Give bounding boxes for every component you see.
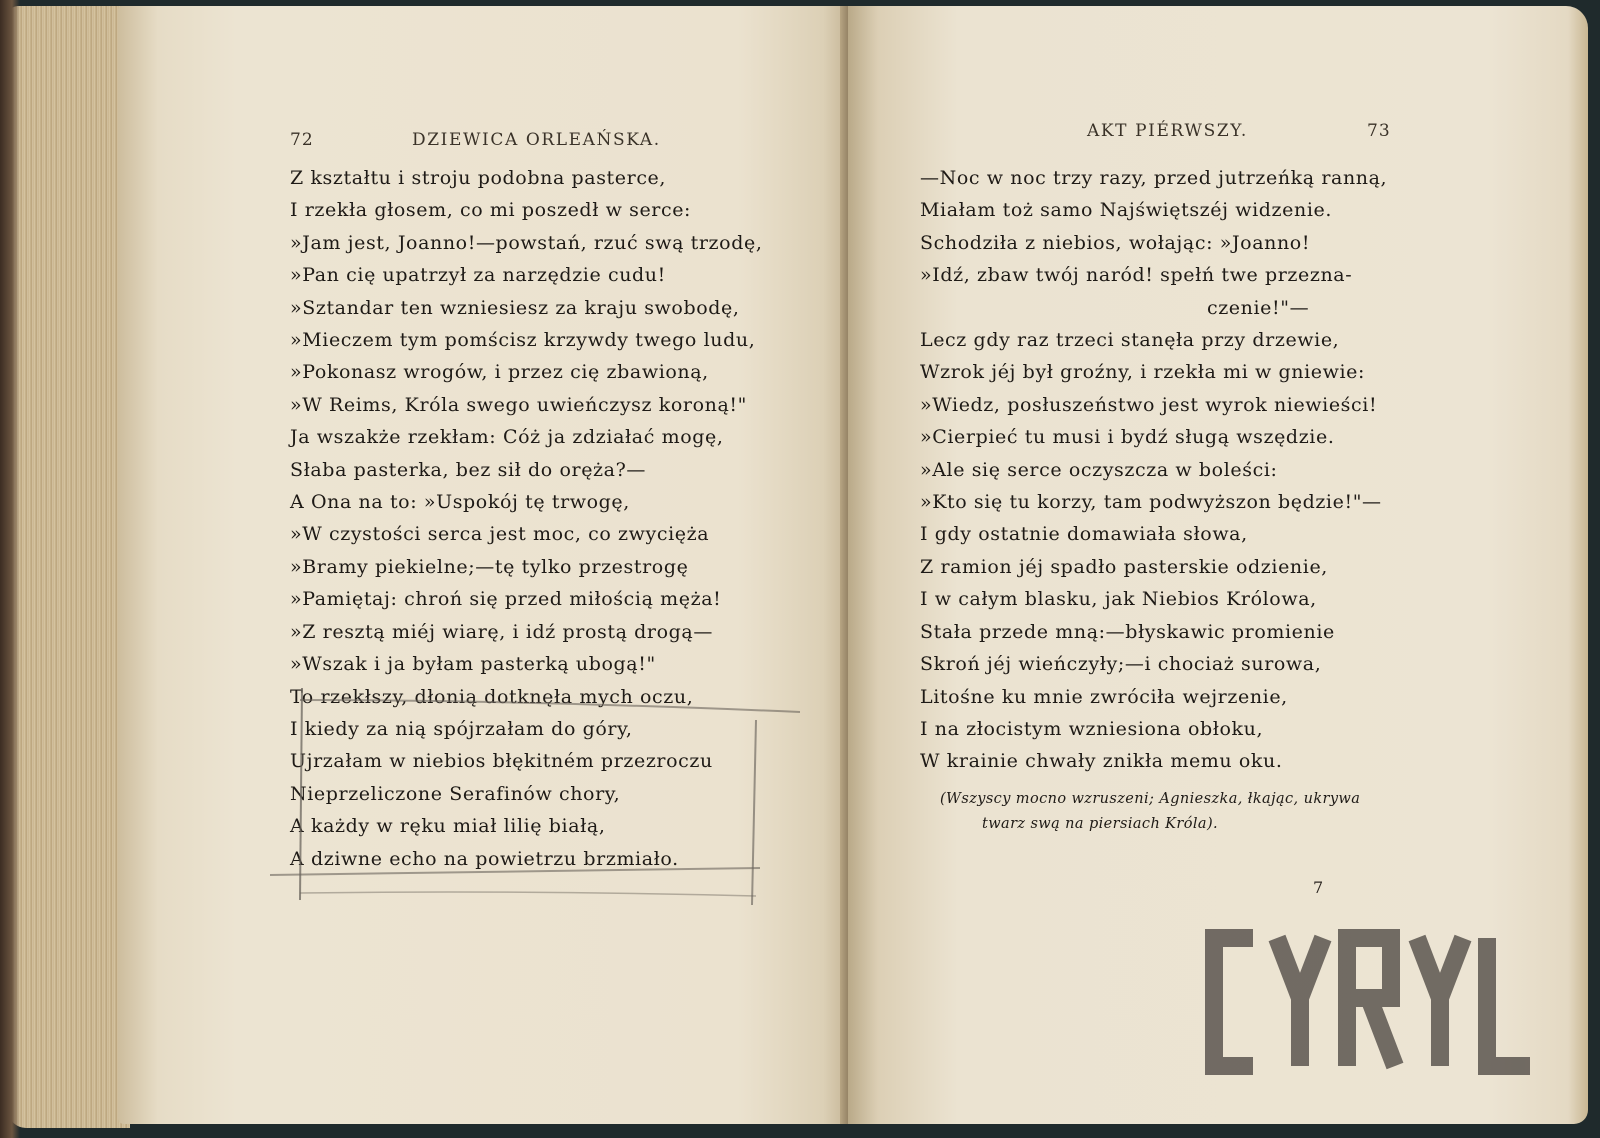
verse-line: Z ramion jéj spadło pasterskie odzienie, [920,555,1328,578]
verse-line: Ja wszakże rzekłam: Cóż ja zdziałać mogę, [290,426,724,449]
verse-line: A Ona na to: »Uspokój tę trwogę, [290,491,630,514]
left-verse-block [290,162,762,875]
cyryl-watermark-logo [1205,928,1535,1076]
verse-line: Litośne ku mnie zwróciła wejrzenie, [920,685,1288,708]
verse-line: Skroń jéj wieńczyły;—i chociaż surowa, [920,653,1322,676]
right-page-number: 73 [1367,121,1391,141]
verse-line: »Idź, zbaw twój naród! spełń twe przezna- [920,264,1353,287]
verse-line: »W Reims, Króla swego uwieńczysz koroną!" [290,393,747,416]
verse-line: A dziwne echo na powietrzu brzmiało. [290,847,679,870]
right-verse-block [920,162,1387,778]
verse-line: Ujrzałam w niebios błękitném przezroczu [290,750,713,773]
stage-direction-line-2: twarz swą na piersiach Króla). [982,816,1219,832]
verse-line: »Kto się tu korzy, tam podwyższon będzie!"— [920,491,1382,514]
verse-line: W krainie chwały znikła memu oku. [920,750,1283,773]
verse-line: »Ale się serce oczyszcza w boleści: [920,458,1278,481]
verse-line: czenie!"— [1206,296,1310,319]
verse-line: Nieprzeliczone Serafinów chory, [290,782,621,805]
verse-line: Stała przede mną:—błyskawic promienie [920,620,1335,643]
verse-line: Słaba pasterka, bez sił do oręża?— [290,458,646,481]
verse-line: »Pamiętaj: chroń się przed miłością męża! [290,588,722,611]
verse-line: Lecz gdy raz trzeci stanęła przy drzewie, [920,329,1340,352]
verse-line: —Noc w noc trzy razy, przed jutrzeńką ranną, [920,167,1388,189]
verse-line: I w całym blasku, jak Niebios Królowa, [920,588,1317,611]
verse-line: I na złocistym wzniesiona obłoku, [920,717,1264,740]
verse-line: »Z resztą miéj wiarę, i idź prostą drogą— [290,620,713,643]
signature-mark: 7 [1313,878,1324,897]
verse-line: »W czystości serca jest moc, co zwycięża [290,523,710,546]
right-running-head: AKT PIÉRWSZY. [1087,121,1248,141]
page-edges [8,6,130,1128]
verse-line: »Pan cię upatrzył za narzędzie cudu! [290,264,666,287]
verse-line: I gdy ostatnie domawiała słowa, [920,523,1248,546]
verse-line: »Jam jest, Joanno!—powstań, rzuć swą trzodę, [290,231,763,254]
verse-line: Miałam toż samo Najświętszéj widzenie. [920,199,1333,222]
verse-line: »Bramy piekielne;—tę tylko przestrogę [290,555,689,578]
verse-line: Schodziła z niebios, wołając: »Joanno! [920,231,1311,254]
verse-line: To rzekłszy, dłonią dotknęła mych oczu, [290,685,694,708]
verse-line: Z kształtu i stroju podobna pasterce, [290,167,667,189]
verse-line: I rzekła głosem, co mi poszedł w serce: [290,199,692,222]
binding-edge [0,0,20,1138]
verse-line: »Sztandar ten wzniesiesz za kraju swobodę, [290,296,740,319]
verse-line: »Wiedz, posłuszeństwo jest wyrok niewieści! [920,393,1378,416]
verse-line: Wzrok jéj był groźny, i rzekła mi w gniewie: [920,361,1366,384]
verse-line: »Wszak i ja byłam pasterką ubogą!" [290,653,656,676]
verse-line: »Cierpieć tu musi i bydź sługą wszędzie. [920,426,1335,449]
stage-direction-line-1: (Wszyscy mocno wzruszeni; Agnieszka, łkając, ukrywa [940,791,1361,807]
verse-line: »Pokonasz wrogów, i przez cię zbawioną, [290,361,709,384]
verse-line: »Mieczem tym pomścisz krzywdy twego ludu, [290,329,756,352]
left-running-head: DZIEWICA ORLEAŃSKA. [412,130,661,150]
verse-line: I kiedy za nią spójrzałam do góry, [290,717,633,740]
left-page-number: 72 [290,130,314,150]
verse-line: A każdy w ręku miał lilię białą, [290,815,606,838]
